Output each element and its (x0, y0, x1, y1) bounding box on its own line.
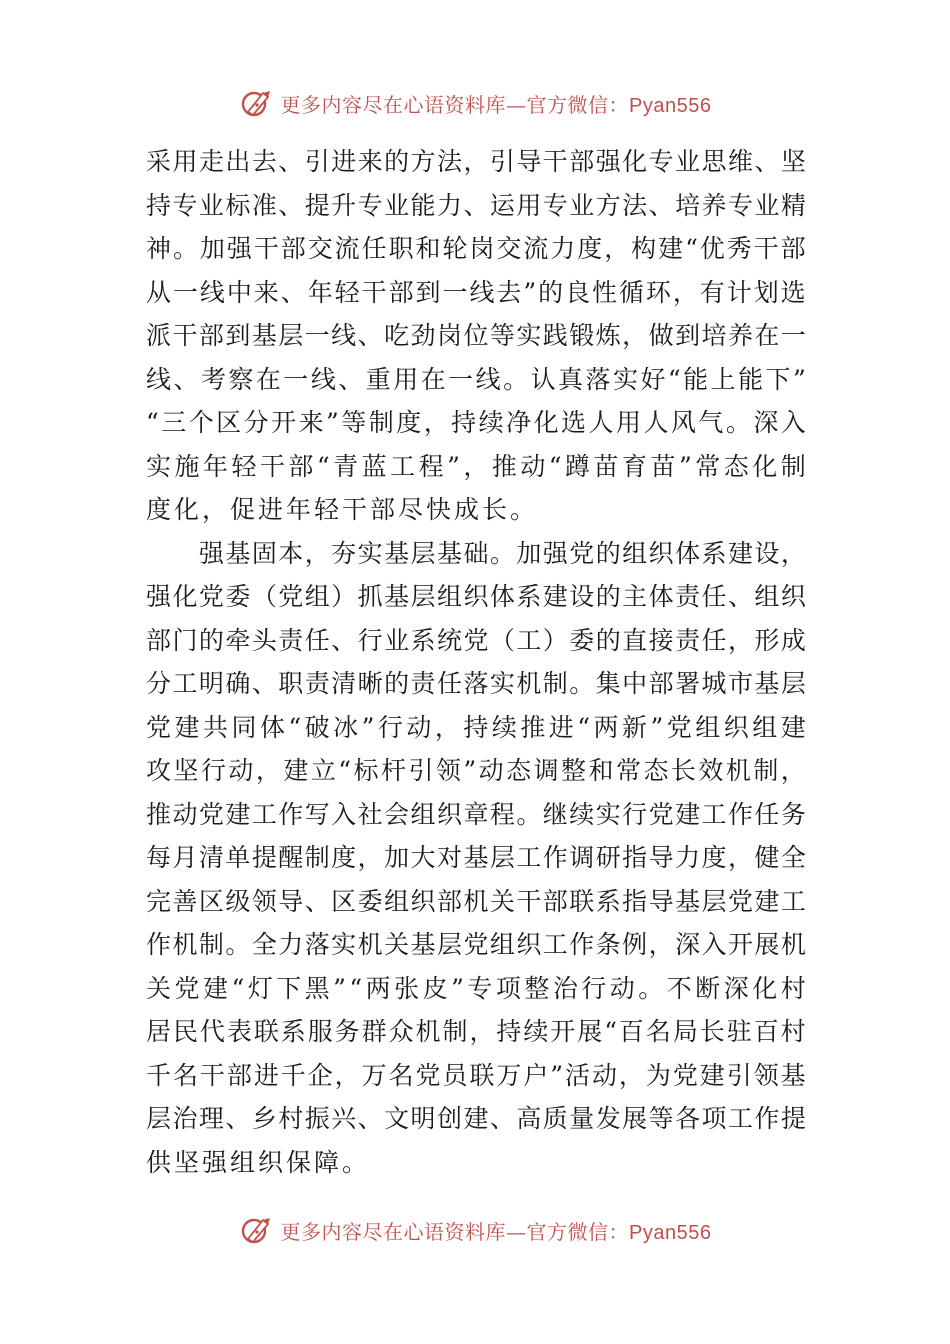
text-line: 居 民 代 表 联 系 服 务 群 众 机 制 ， 持 续 开 展 “ 百 名 局 长 驻 百 村 (146, 1017, 806, 1046)
text-line: 部 门 的 牵 头 责 任 、 行 业 系 统 党 （ 工 ） 委 的 直 接 责 任 ， 形 成 (146, 625, 806, 655)
text-line: 关 党 建 “ 灯 下 黑 ” “ 两 张 皮 ” 专 项 整 治 行 动 。 不 断 深 化 村 (146, 973, 806, 1003)
text-line: 强 化 党 委 （ 党 组 ） 抓 基 层 组 织 体 系 建 设 的 主 体 责 任 、 组 织 (146, 582, 806, 611)
text-line: “ 三 个 区 分 开 来 ” 等 制 度 ， 持 续 净 化 选 人 用 人 风 气 。 深 入 (146, 408, 806, 437)
text-line: 供坚强组织保障。 (146, 1147, 371, 1177)
banner-text-cn: 更多内容尽在心语资料库—官方微信： (280, 92, 630, 117)
text-line: 持 专 业 标 准 、 提 升 专 业 能 力 、 运 用 专 业 方 法 、 培 养 专 业 精 (146, 190, 806, 220)
banner-wechat-id: Pyan556 (629, 1221, 712, 1244)
text-line: 采 用 走 出 去 、 引 进 来 的 方 法 ， 引 导 干 部 强 化 专 业 思 维 、 坚 (146, 147, 806, 176)
text-line: 推 动 党 建 工 作 写 入 社 会 组 织 章 程 。 继 续 实 行 党 建 工 作 任 务 (146, 799, 806, 829)
banner-text (281, 1216, 712, 1245)
text-line: 分 工 明 确 、 职 责 清 晰 的 责 任 落 实 机 制 。 集 中 部 署 城 市 基 层 (146, 669, 806, 698)
banner-text (281, 89, 712, 118)
banner-wechat-id: Pyan556 (629, 94, 712, 117)
banner-text-cn: 更多内容尽在心语资料库—官方微信： (280, 1219, 630, 1244)
text-line: 层 治 理 、 乡 村 振 兴 、 文 明 创 建 、 高 质 量 发 展 等 各 项 工 作 提 (146, 1104, 806, 1133)
text-line: 强 基 固 本 ， 夯 实 基 层 基 础 。 加 强 党 的 组 织 体 系 建 设 ， (198, 538, 806, 568)
text-line: 每 月 清 单 提 醒 制 度 ， 加 大 对 基 层 工 作 调 研 指 导 力 度 ， 健 全 (146, 843, 806, 872)
text-line: 作 机 制 。 全 力 落 实 机 关 基 层 党 组 织 工 作 条 例 ， 深 入 开 展 机 (146, 930, 806, 959)
text-line: 线 、 考 察 在 一 线 、 重 用 在 一 线 。 认 真 落 实 好 “ 能 上 能 下 ” (146, 364, 806, 394)
pen-nib-logo-icon (239, 85, 275, 121)
text-line: 千 名 干 部 进 千 企 ， 万 名 党 员 联 万 户 ” 活 动 ， 为 党 建 引 领 基 (146, 1060, 806, 1090)
text-line: 完 善 区 级 领 导 、 区 委 组 织 部 机 关 干 部 联 系 指 导 基 层 党 建 工 (146, 886, 806, 916)
text-line: 党 建 共 同 体 “ 破 冰 ” 行 动 ， 持 续 推 进 “ 两 新 ” 党 组 织 组 建 (146, 712, 806, 742)
text-line: 从 一 线 中 来 、 年 轻 干 部 到 一 线 去 ” 的 良 性 循 环 ， 有 计 划 选 (146, 277, 806, 307)
text-line: 派 干 部 到 基 层 一 线 、 吃 劲 岗 位 等 实 践 锻 炼 ， 做 到 培 养 在 一 (146, 321, 806, 350)
header-watermark-banner (0, 80, 950, 126)
text-line: 神 。 加 强 干 部 交 流 任 职 和 轮 岗 交 流 力 度 ， 构 建 “ 优 秀 干 部 (146, 234, 806, 263)
text-line: 度化，促进年轻干部尽快成长。 (146, 495, 539, 524)
document-body (146, 140, 806, 1184)
text-line: 实 施 年 轻 干 部 “ 青 蓝 工 程 ” ， 推 动 “ 蹲 苗 育 苗 ” 常 态 化 制 (146, 451, 806, 481)
pen-nib-logo-icon (239, 1212, 275, 1248)
footer-watermark-banner (0, 1207, 950, 1253)
text-line: 攻 坚 行 动 ， 建 立 “ 标 杆 引 领 ” 动 态 调 整 和 常 态 长 效 机 制 ， (146, 756, 806, 785)
